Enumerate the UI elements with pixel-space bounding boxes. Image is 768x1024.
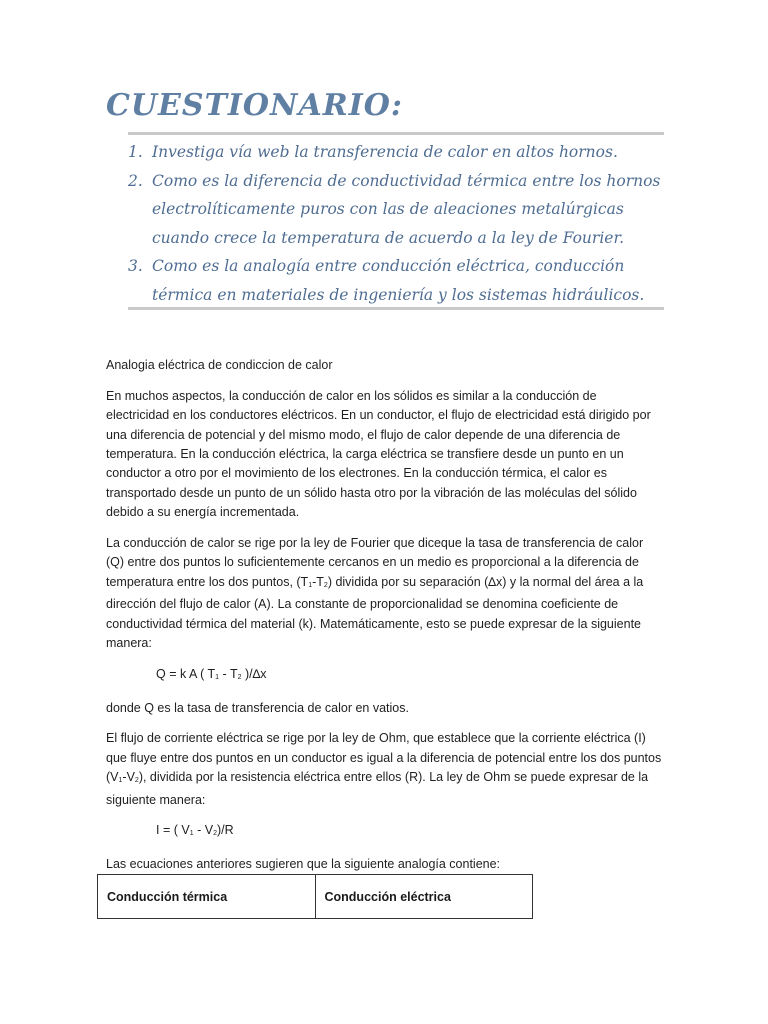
question-item [128, 167, 668, 253]
table-header-thermal: Conducción térmica [107, 889, 228, 904]
article-subtitle: Analogia eléctrica de condiccion de calor [106, 358, 333, 372]
question-text: Como es la diferencia de conductividad térmica entre los hornos electrolíticamente puros con las de aleaciones metalúrgicas cuando crece la temperatura de acuerdo a la ley de Fourier. [152, 171, 661, 247]
paragraph-analogy: Las ecuaciones anteriores sugieren que la siguiente analogía contiene: [106, 857, 501, 872]
question-item [128, 138, 668, 167]
paragraph-intro: En muchos aspectos, la conducción de calor en los sólidos es similar a la conducción de electricidad en los conductores eléctricos. En un conductor, el flujo de electricidad está dirigido por una diferencia de potencial y del mismo modo, el flujo de calor depende de una diferencia de temperatura. En la conducción eléctrica, la carga eléctrica se transfiere desde un punto en un conductor a otro por el movimiento de los electrones. En la conducción térmica, el calor es transportado desde un punto de un sólido hasta otro por la vibración de las moléculas del sólido debido a su energía incrementada. [106, 388, 651, 520]
question-item [128, 252, 668, 309]
table-header-electric: Conducción eléctrica [315, 875, 533, 918]
questionnaire-title: CUESTIONARIO: [106, 88, 403, 123]
question-number: 1. [128, 143, 143, 161]
paragraph-ohm: El flujo de corriente eléctrica se rige por la ley de Ohm, que establece que la corriente eléctrica (I) que fluye entre dos puntos en un conductor es igual a la diferencia de potencial entre los dos puntos $(V_1-V_2)$, dividida por la resistencia eléctrica entre ellos (R). La ley de Ohm se puede expresar de la siguiente manera: [106, 731, 662, 807]
ohm-equation: I = ( $V_1 - V_2)/R$ [156, 823, 234, 838]
question-text: Investiga vía web la transferencia de calor en altos hornos. [152, 143, 618, 161]
paragraph-units: donde Q es la tasa de transferencia de calor en vatios. [106, 700, 409, 715]
fourier-equation: Q = k A ( $T_1 - T_2$ )/∆x [156, 666, 267, 681]
article-body [106, 356, 662, 886]
question-list [128, 138, 668, 309]
top-rule [128, 132, 664, 135]
paragraph-fourier: La conducción de calor se rige por la ley de Fourier que diceque la tasa de transferencia de calor (Q) entre dos puntos lo suficientemente cercanos en un medio es proporcional a la diferencia de temperatura entre los dos puntos, $(T_1-T_2)$ dividida por su separación (∆x) y la normal del área a la dirección del flujo de calor (A). La constante de proporcionalidad se denomina coeficiente de conductividad térmica del material (k). Matemáticamente, esto se puede expresar de la siguiente manera: [106, 536, 644, 651]
question-number: 2. [128, 171, 143, 190]
analogy-table [97, 874, 533, 919]
bottom-rule [128, 307, 664, 310]
question-text: Como es la analogía entre conducción eléctrica, conducción térmica en materiales de ingeniería y los sistemas hidráulicos. [152, 257, 645, 304]
question-number: 3. [128, 257, 143, 275]
